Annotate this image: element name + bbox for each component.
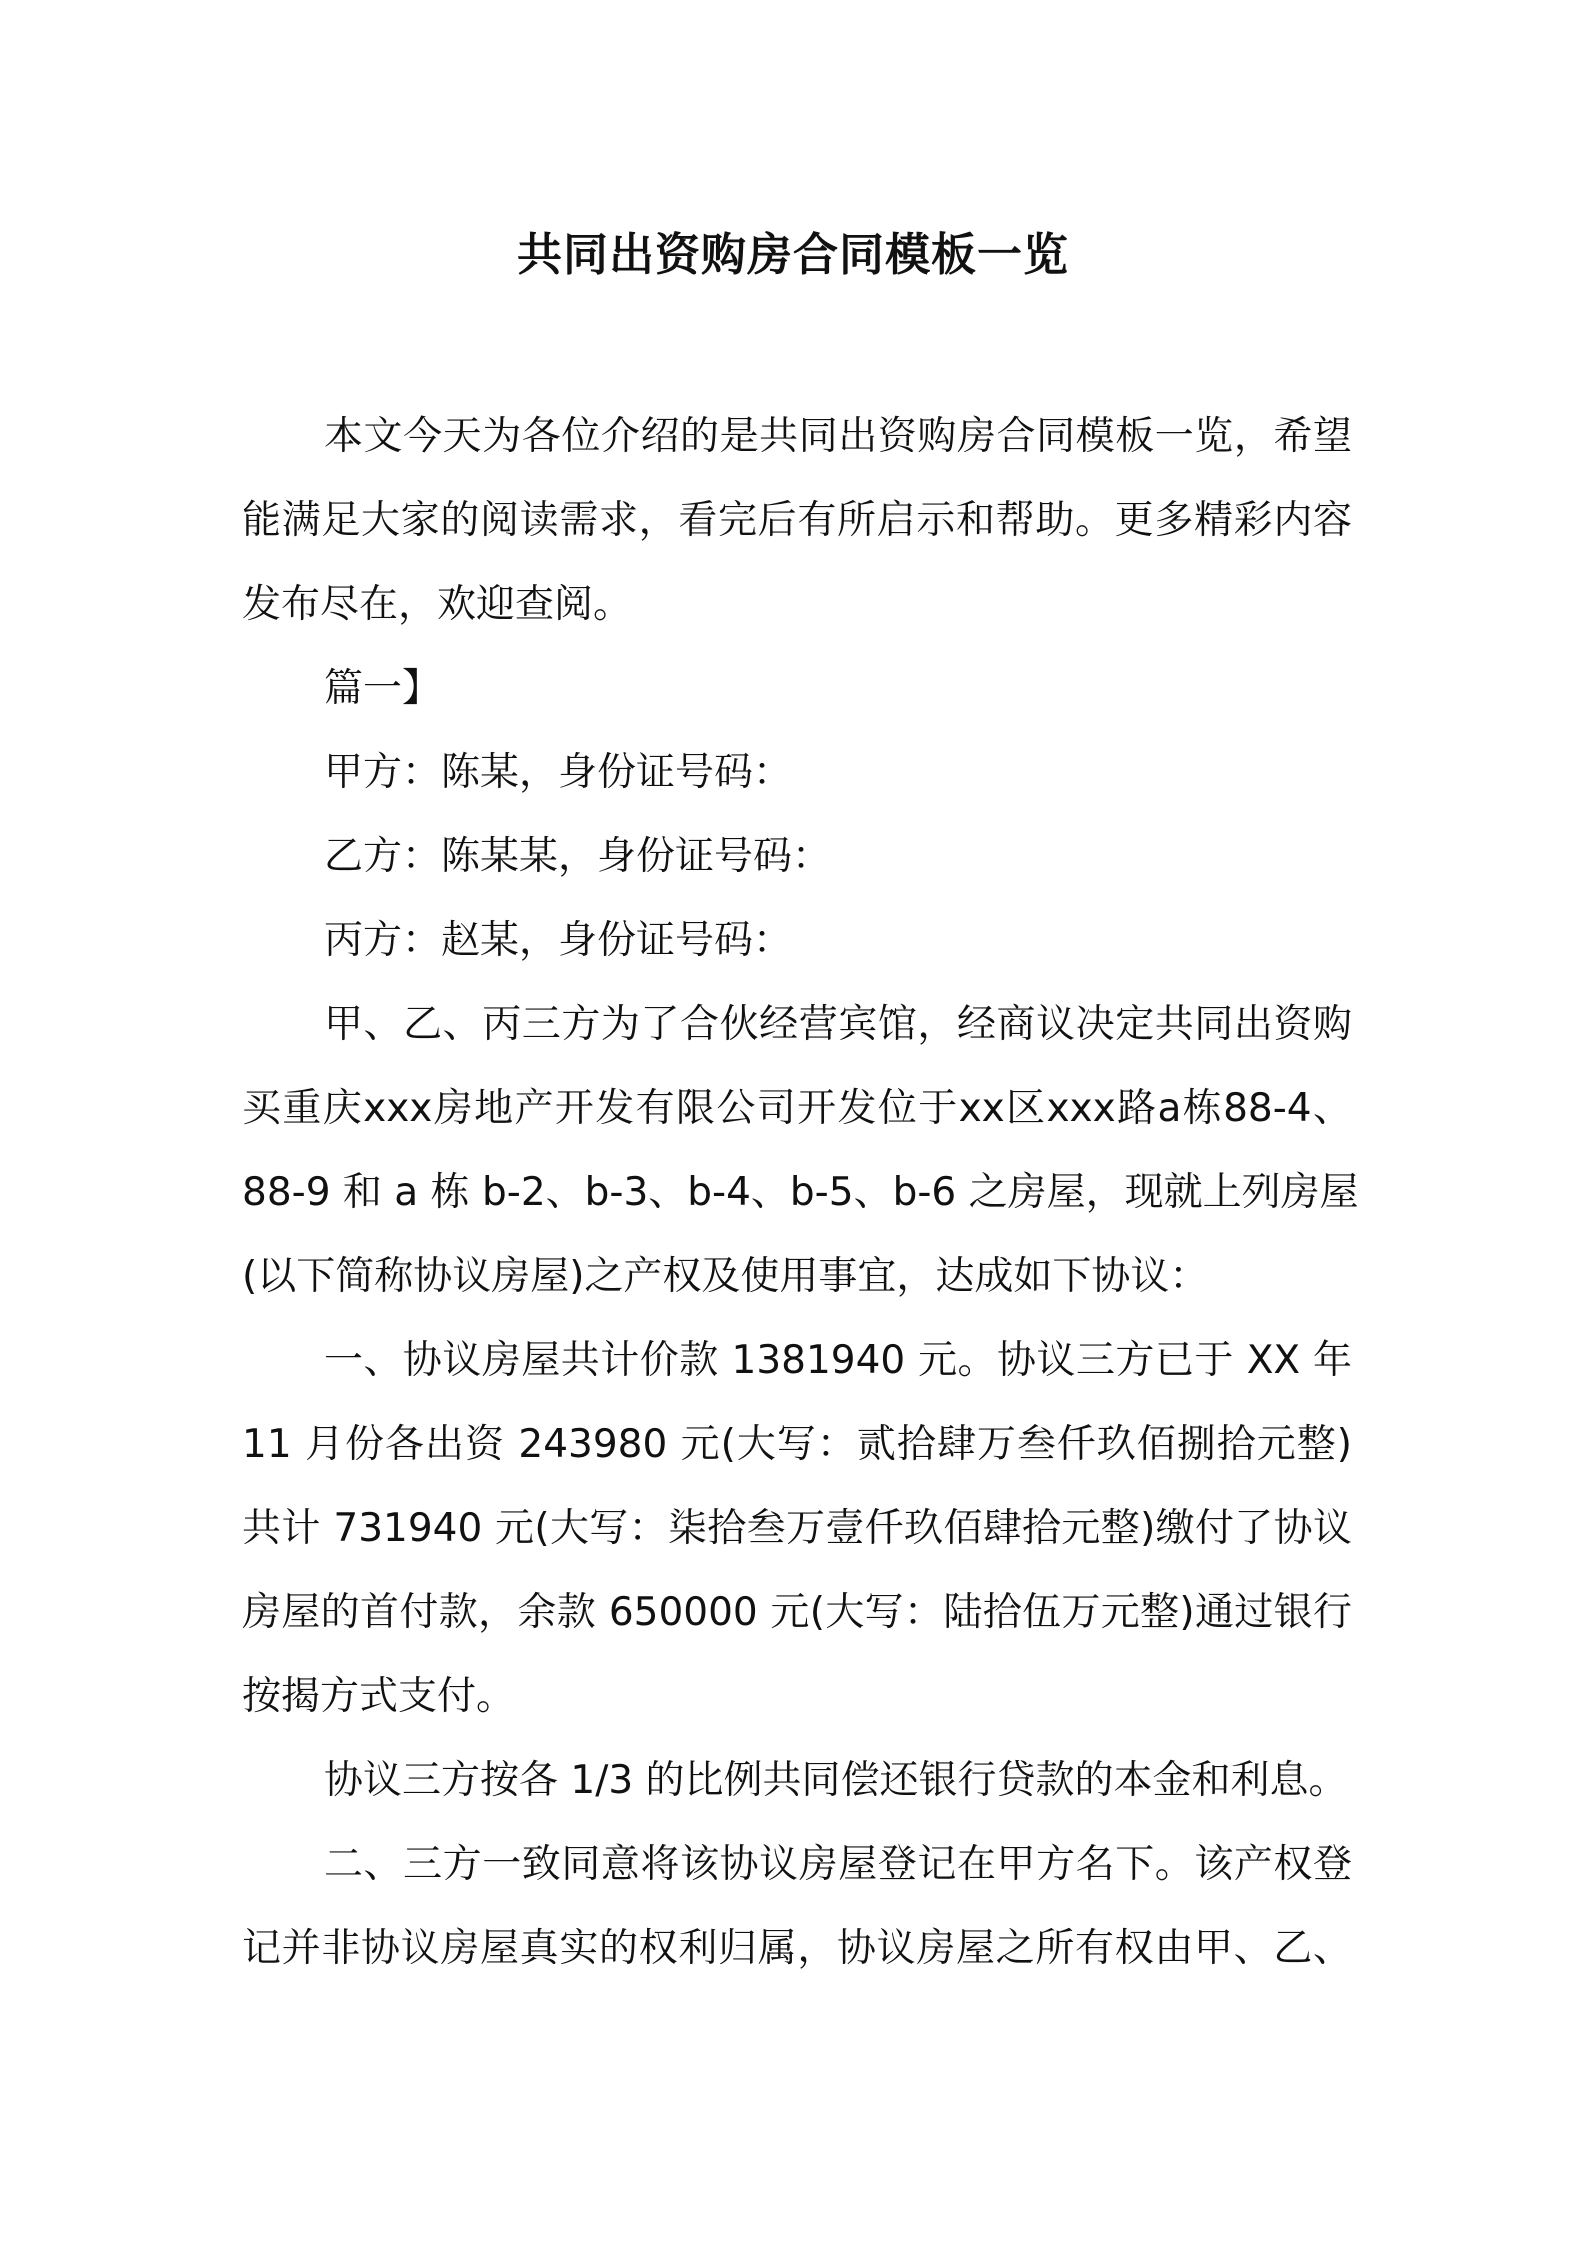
paragraph-line: 本文今天为各位介绍的是共同出资购房合同模板一览，希望 [324,414,1352,459]
section-heading: 篇一】 [324,666,442,711]
party-c-line: 丙方：赵某，身份证号码： [324,918,793,963]
clause-line: 协议三方按各 1/3 的比例共同偿还银行贷款的本金和利息。 [324,1758,1348,1803]
clause-line: 记并非协议房屋真实的权利归属，协议房屋之所有权由甲、乙、 [242,1926,1352,1971]
party-a-line: 甲方：陈某，身份证号码： [324,750,793,795]
document-title: 共同出资购房合同模板一览 [516,228,1069,281]
clause-line: 二、三方一致同意将该协议房屋登记在甲方名下。该产权登 [324,1842,1352,1887]
paragraph-line: 能满足大家的阅读需求，看完后有所启示和帮助。更多精彩内容 [242,498,1352,543]
clause-line: 房屋的首付款，余款 650000 元(大写：陆拾伍万元整)通过银行 [242,1590,1352,1635]
clause-line: 共计 731940 元(大写：柒拾叁万壹仟玖佰肆拾元整)缴付了协议 [242,1506,1352,1551]
paragraph-line: 买重庆xxx房地产开发有限公司开发位于xx区xxx路a栋88-4、 [242,1086,1352,1131]
party-b-line: 乙方：陈某某，身份证号码： [324,834,832,879]
clause-line: 11 月份各出资 243980 元(大写：贰拾肆万叁仟玖佰捌拾元整) [242,1422,1352,1467]
paragraph-line: (以下简称协议房屋)之产权及使用事宜，达成如下协议： [242,1254,1209,1299]
paragraph-line: 发布尽在，欢迎查阅。 [242,582,633,627]
paragraph-line: 88-9 和 a 栋 b-2、b-3、b-4、b-5、b-6 之房屋，现就上列房屋 [242,1170,1359,1215]
clause-line: 一、协议房屋共计价款 1381940 元。协议三方已于 XX 年 [324,1338,1352,1383]
paragraph-line: 甲、乙、丙三方为了合伙经营宾馆，经商议决定共同出资购 [324,1002,1352,1047]
clause-line: 按揭方式支付。 [242,1674,516,1719]
